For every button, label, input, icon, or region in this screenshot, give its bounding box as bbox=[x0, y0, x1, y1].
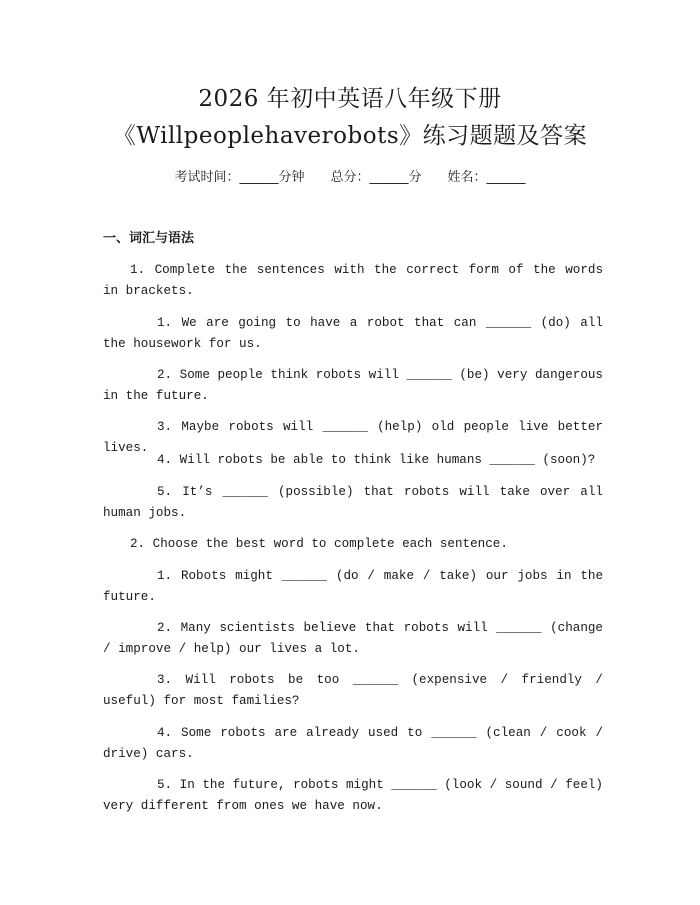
section-heading: 一、词汇与语法 bbox=[103, 231, 195, 246]
exam-time-field: 考试时间：______分钟 bbox=[174, 170, 305, 185]
question-2-prompt: 2. Choose the best word to complete each sentence. bbox=[130, 537, 508, 551]
question-2-item-2: 2. Many scientists believe that robots will ______ (change / improve / help) our lives a lot. bbox=[103, 621, 603, 656]
question-2-item-1: 1. Robots might ______ (do / make / take) our jobs in the future. bbox=[103, 569, 603, 604]
question-1-prompt: 1. Complete the sentences with the correct form of the words in brackets. bbox=[103, 263, 603, 298]
question-2-item-3: 3. Will robots be too ______ (expensive / friendly / useful) for most families? bbox=[103, 673, 603, 708]
question-1-item-5: 5. It’s ______ (possible) that robots will take over all human jobs. bbox=[103, 485, 603, 520]
question-2-item-4: 4. Some robots are already used to ______ (clean / cook / drive) cars. bbox=[103, 726, 603, 761]
student-name-field: 姓名：______ bbox=[447, 170, 526, 185]
question-1-item-4: 4. Will robots be able to think like humans ______ (soon)? bbox=[157, 453, 596, 467]
question-1-item-1: 1. We are going to have a robot that can ______ (do) all the housework for us. bbox=[103, 316, 603, 351]
title-line-2: 《Willpeoplehaverobots》练习题题及答案 bbox=[112, 123, 588, 149]
question-2-item-5: 5. In the future, robots might ______ (look / sound / feel) very different from ones we have now. bbox=[103, 778, 603, 813]
question-1-item-2: 2. Some people think robots will ______ (be) very dangerous in the future. bbox=[103, 368, 603, 403]
total-score-field: 总分：______分 bbox=[330, 170, 422, 185]
title-line-1: 2026 年初中英语八年级下册 bbox=[198, 86, 502, 112]
question-1-item-3: 3. Maybe robots will ______ (help) old people live better lives. bbox=[103, 420, 603, 455]
exam-info-line bbox=[0, 168, 700, 188]
